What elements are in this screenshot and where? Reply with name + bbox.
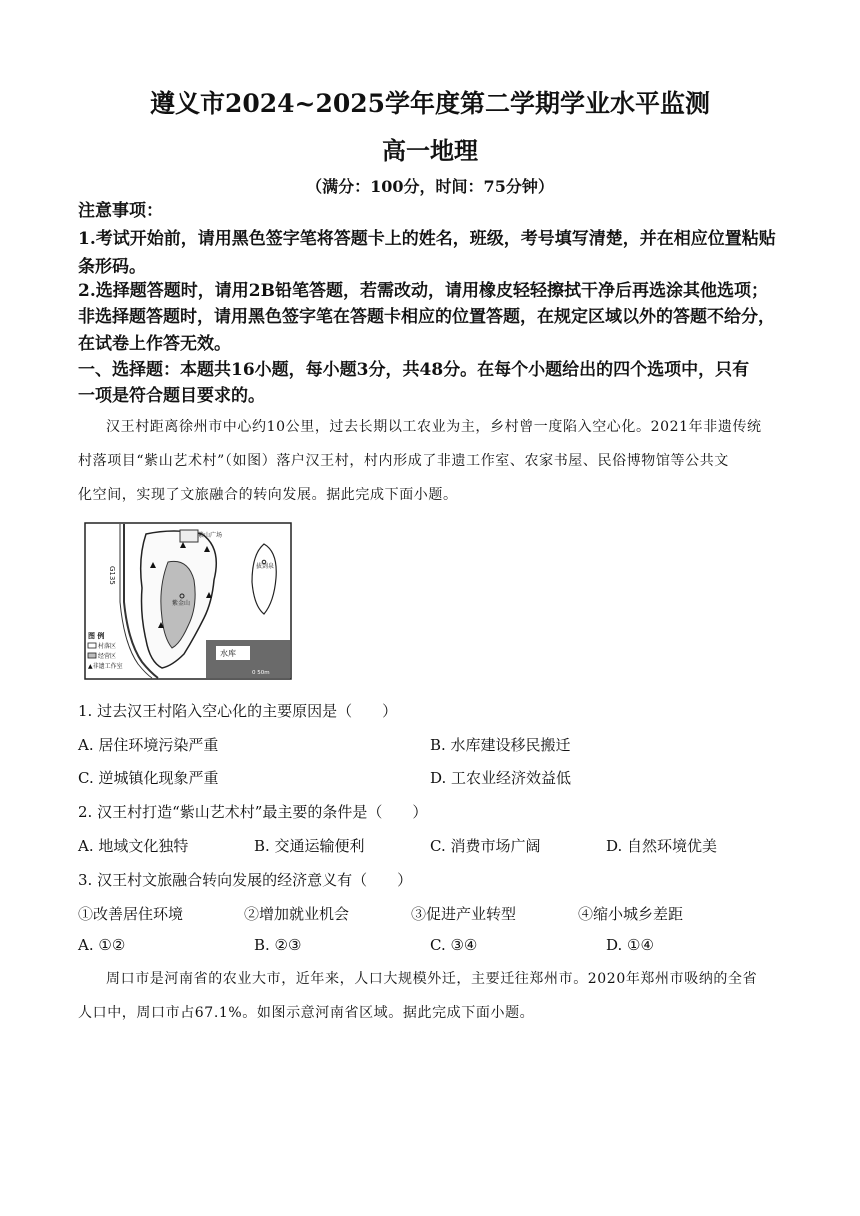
passage1-line1: 汉王村距离徐州市中心约10公里，过去长期以工农业为主，乡村曾一度陷入空心化。2021年非遗传统 bbox=[106, 419, 762, 435]
legend-village: 村落区 bbox=[98, 643, 117, 650]
q3-option-c: C. ③④ bbox=[430, 936, 478, 954]
section1-line1: 一、选择题：本题共16小题，每小题3分，共48分。在每个小题给出的四个选项中，只有 bbox=[78, 360, 750, 380]
notice-item2-line1: 2.选择题答题时，请用2B铅笔答题，若需改动，请用橡皮轻轻擦拭干净后再选涂其他选项； bbox=[78, 281, 768, 301]
legend-title: 图 例 bbox=[88, 632, 105, 640]
q3-option-b: B. ②③ bbox=[254, 936, 302, 954]
q3-statement-3: ③促进产业转型 bbox=[411, 905, 517, 923]
place-center-label: 紫金山 bbox=[172, 600, 191, 607]
q1-option-d: D. 工农业经济效益低 bbox=[430, 769, 572, 787]
q3-statement-1: ①改善居住环境 bbox=[78, 905, 184, 923]
subject-title: 高一地理 bbox=[382, 136, 478, 165]
q2-option-a: A. 地域文化独特 bbox=[78, 837, 189, 855]
reservoir-label: 水库 bbox=[220, 649, 236, 658]
q2-option-b: B. 交通运输便利 bbox=[254, 837, 365, 855]
village-map bbox=[84, 522, 292, 680]
passage2-line2: 人口中，周口市占67.1%。如图示意河南省区域。据此完成下面小题。 bbox=[78, 1005, 535, 1021]
q2-option-c: C. 消费市场广阔 bbox=[430, 837, 541, 855]
section1-line2: 一项是符合题目要求的。 bbox=[78, 386, 265, 406]
q3-option-d: D. ①④ bbox=[606, 936, 654, 954]
place-top-label: 紫山广场 bbox=[198, 532, 223, 539]
q2-option-d: D. 自然环境优美 bbox=[606, 837, 718, 855]
q3-statement-2: ②增加就业机会 bbox=[244, 905, 350, 923]
square-plot bbox=[180, 530, 198, 542]
notice-item2-line2: 非选择题答题时，请用黑色签字笔在答题卡相应的位置答题，在规定区域以外的答题不给分， bbox=[78, 307, 775, 327]
legend-business-swatch bbox=[88, 653, 96, 658]
place-right-label: 拔剑泉 bbox=[256, 563, 275, 570]
question-2-stem: 2. 汉王村打造“紫山艺术村”最主要的条件是（ ） bbox=[78, 803, 428, 821]
question-3-stem: 3. 汉王村文旅融合转向发展的经济意义有（ ） bbox=[78, 871, 413, 889]
q3-statement-4: ④缩小城乡差距 bbox=[578, 905, 684, 923]
passage1-line2: 村落项目“紫山艺术村”（如图）落户汉王村，村内形成了非遗工作室、农家书屋、民俗博物馆等公共文 bbox=[78, 453, 729, 469]
exam-title: 遵义市2024~2025学年度第二学期学业水平监测 bbox=[149, 89, 711, 118]
q3-option-a: A. ①② bbox=[78, 936, 126, 954]
notice-item1-line1: 1.考试开始前，请用黑色签字笔将答题卡上的姓名，班级，考号填写清楚，并在相应位置粘贴 bbox=[78, 229, 776, 249]
legend-business: 经营区 bbox=[98, 653, 117, 660]
legend-studio: ▲非遗工作室 bbox=[88, 663, 123, 670]
q1-option-a: A. 居住环境污染严重 bbox=[78, 736, 219, 754]
q1-option-b: B. 水库建设移民搬迁 bbox=[430, 736, 571, 754]
notice-item2-line3: 在试卷上作答无效。 bbox=[78, 334, 231, 354]
notice-heading: 注意事项： bbox=[78, 201, 163, 221]
notice-item1-line2: 条形码。 bbox=[78, 257, 146, 277]
legend-village-swatch bbox=[88, 643, 96, 648]
exam-meta: （满分：100分，时间：75分钟） bbox=[306, 177, 554, 196]
question-1-stem: 1. 过去汉王村陷入空心化的主要原因是（ ） bbox=[78, 702, 398, 720]
q1-option-c: C. 逆城镇化现象严重 bbox=[78, 769, 219, 787]
passage2-line1: 周口市是河南省的农业大市，近年来，人口大规模外迁，主要迁往郑州市。2020年郑州市吸纳的全省 bbox=[106, 971, 758, 987]
scale-label: 0 50m bbox=[252, 670, 270, 676]
passage1-line3: 化空间，实现了文旅融合的转向发展。据此完成下面小题。 bbox=[78, 487, 458, 503]
road-label: G135 bbox=[108, 566, 116, 585]
